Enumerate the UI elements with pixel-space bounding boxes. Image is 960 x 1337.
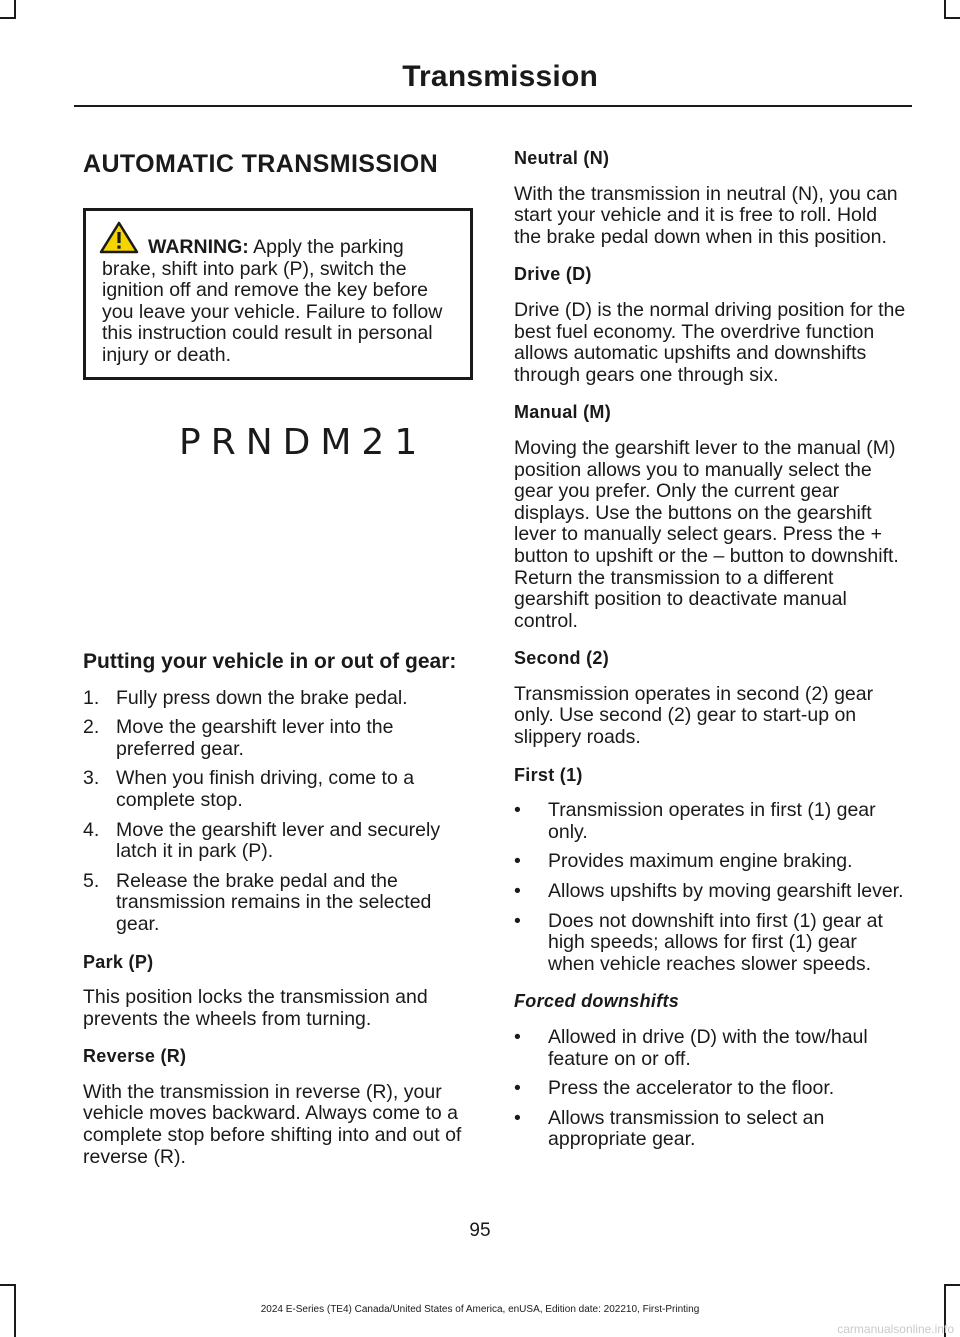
park-text: This position locks the transmission and prevents the wheels from turning. [83, 986, 428, 1030]
list-item: • Allows upshifts by moving gearshift lever. [514, 880, 904, 903]
forced-downshifts-heading: Forced downshifts [514, 991, 680, 1012]
manual-text: Moving the gearshift lever to the manual (M) position allows you to manually select the gear you prefer. Only the current gear displays. Use the buttons on the gearshift lever to manually select gears. Press the + button to upshift or the – button to downshift. Return the transmission to a different gearshift position to deactivate manual control. [514, 436, 899, 632]
gear-letters: PRNDM21 [179, 421, 428, 463]
edition-footer: 2024 E-Series (TE4) Canada/United States of America, enUSA, Edition date: 202210, First-Printing [260, 1304, 700, 1315]
left-column [83, 140, 473, 1184]
warning-text: Apply the parking brake, shift into park (P), switch the ignition off and remove the key before you leave your vehicle. Failure to follow this instruction could result in personal injury or death. [102, 236, 443, 366]
crop-mark [944, 1284, 960, 1286]
list-item: • Press the accelerator to the floor. [514, 1077, 835, 1100]
warning-paragraph [102, 237, 456, 367]
page-header-title: Transmission [402, 60, 598, 93]
right-column [514, 148, 908, 1167]
drive-heading: Drive (D) [514, 264, 592, 285]
list-item: 1. Fully press down the brake pedal. [83, 686, 408, 709]
crop-mark [0, 17, 16, 19]
crop-mark [0, 1284, 16, 1286]
crop-mark [14, 0, 16, 18]
list-item: • Allows transmission to select an appropriate gear. [514, 1106, 825, 1151]
procedure-steps [83, 688, 473, 936]
park-heading: Park (P) [83, 951, 154, 972]
reverse-text: With the transmission in reverse (R), your vehicle moves backward. Always come to a complete stop before shifting into and out of reverse (R). [83, 1080, 462, 1168]
neutral-text: With the transmission in neutral (N), you can start your vehicle and it is free to roll. Hold the brake pedal down when in this position. [514, 182, 898, 248]
second-heading: Second (2) [514, 648, 610, 669]
warning-triangle-icon [99, 220, 139, 260]
list-item: • Does not downshift into first (1) gear at high speeds; allows for first (1) gear when vehicle reaches slower speeds. [514, 909, 883, 975]
list-item: 3. When you finish driving, come to a complete stop. [83, 767, 415, 811]
page-number: 95 [469, 1220, 491, 1241]
first-heading: First (1) [514, 764, 583, 785]
gear-selector-figure [83, 420, 473, 650]
crop-mark [944, 0, 946, 18]
warning-label: WARNING: [148, 236, 249, 258]
warning-box [83, 208, 473, 380]
list-item: • Allowed in drive (D) with the tow/haul feature on or off. [514, 1026, 868, 1070]
neutral-heading: Neutral (N) [514, 148, 610, 168]
second-text: Transmission operates in second (2) gear only. Use second (2) gear to start-up on slippery roads. [514, 682, 874, 749]
drive-text: Drive (D) is the normal driving position for the best fuel economy. The overdrive function allows automatic upshifts and downshifts through gears one through six. [514, 298, 906, 386]
reverse-heading: Reverse (R) [83, 1046, 187, 1067]
list-item: 2. Move the gearshift lever into the preferred gear. [83, 716, 394, 760]
crop-mark [944, 17, 960, 19]
list-item: 4. Move the gearshift lever and securely latch it in park (P). [83, 818, 441, 863]
forced-bullets [514, 1027, 908, 1151]
section-title: AUTOMATIC TRANSMISSION [83, 150, 439, 178]
first-bullets [514, 800, 908, 975]
manual-heading: Manual (M) [514, 402, 611, 423]
header-rule [74, 105, 912, 107]
list-item: 5. Release the brake pedal and the transmission remains in the selected gear. [83, 869, 432, 935]
list-item: • Provides maximum engine braking. [514, 850, 853, 873]
procedure-heading: Putting your vehicle in or out of gear: [83, 649, 457, 673]
watermark: carmanualsonline.info [837, 1322, 954, 1336]
list-item: • Transmission operates in first (1) gear only. [514, 799, 876, 843]
